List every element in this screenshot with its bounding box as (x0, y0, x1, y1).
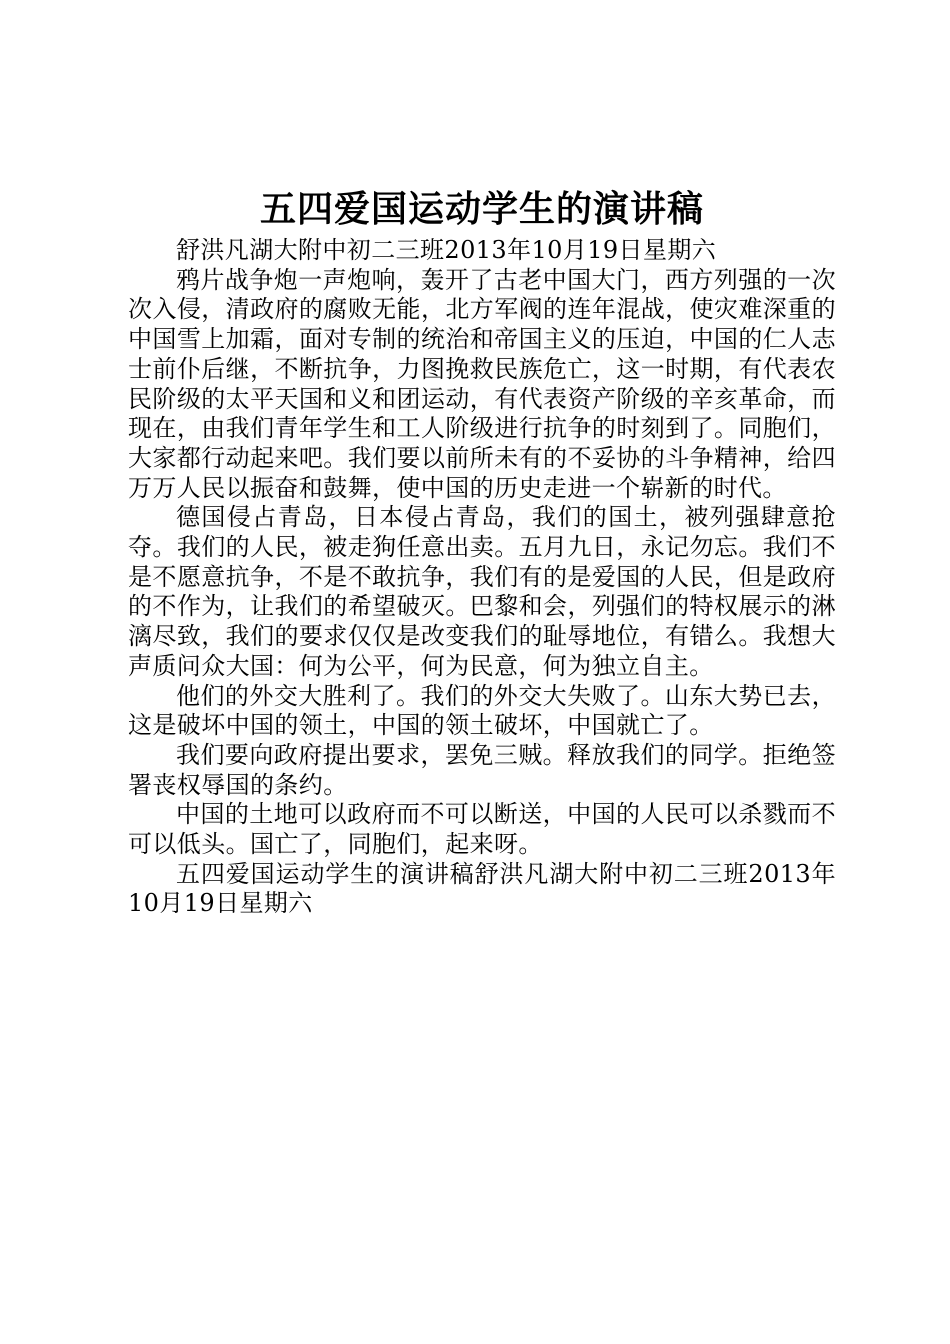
paragraph-6: 五四爱国运动学生的演讲稿舒洪凡湖大附中初二三班2013年10月19日星期六 (128, 859, 836, 918)
document-subtitle: 舒洪凡湖大附中初二三班2013年10月19日星期六 (176, 236, 717, 264)
paragraph-1: 鸦片战争炮一声炮响，轰开了古老中国大门，西方列强的一次次入侵，清政府的腐败无能，北方军阀的连年混战，使灾难深重的中国雪上加霜，面对专制的统治和帝国主义的压迫，中国的仁人志士前仆后继，不断抗争，力图挽救民族危亡，这一时期，有代表农民阶级的太平天国和义和团运动，有代表资产阶级的辛亥革命，而现在，由我们青年学生和工人阶级进行抗争的时刻到了。同胞们，大家都行动起来吧。我们要以前所未有的不妥协的斗争精神，给四万万人民以振奋和鼓舞，使中国的历史走进一个崭新的时代。 (128, 265, 836, 502)
document-page (128, 182, 836, 919)
paragraph-5: 中国的土地可以政府而不可以断送，中国的人民可以杀戮而不可以低头。国亡了，同胞们，起来呀。 (128, 800, 836, 859)
paragraph-3: 他们的外交大胜利了。我们的外交大失败了。山东大势已去，这是破坏中国的领土，中国的领土破坏，中国就亡了。 (128, 681, 836, 740)
paragraph-4: 我们要向政府提出要求，罢免三贼。释放我们的同学。拒绝签署丧权辱国的条约。 (128, 740, 836, 799)
paragraph-2: 德国侵占青岛，日本侵占青岛，我们的国土，被列强肆意抢夺。我们的人民，被走狗任意出卖。五月九日，永记勿忘。我们不是不愿意抗争，不是不敢抗争，我们有的是爱国的人民，但是政府的不作为，让我们的希望破灭。巴黎和会，列强们的特权展示的淋漓尽致，我们的要求仅仅是改变我们的耻辱地位，有错么。我想大声质问众大国：何为公平，何为民意，何为独立自主。 (128, 503, 836, 680)
document-title: 五四爱国运动学生的演讲稿 (259, 188, 704, 230)
